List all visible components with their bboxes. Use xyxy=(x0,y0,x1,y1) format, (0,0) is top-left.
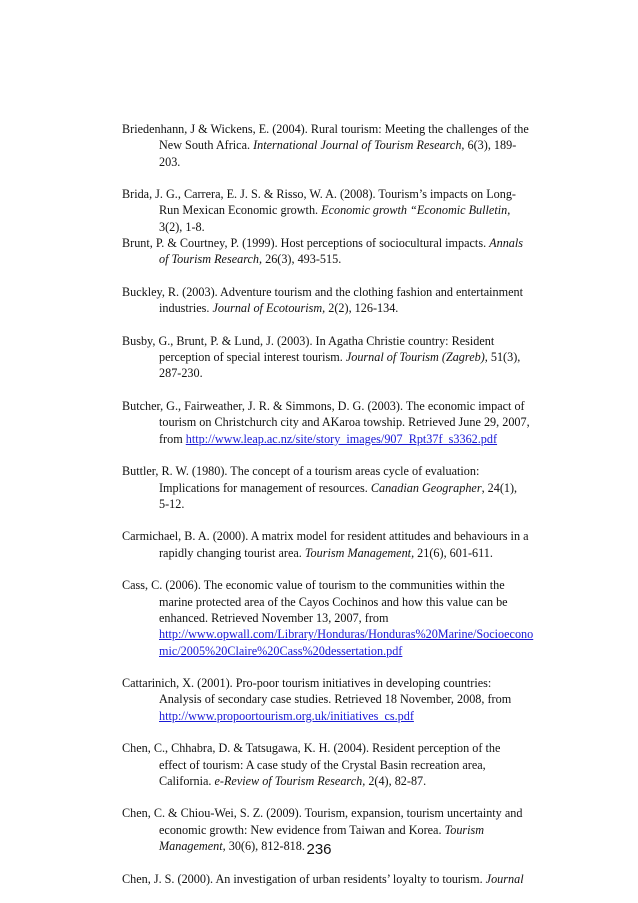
reference-text: effect of tourism: A case study of the Crystal Basin recreation area, xyxy=(159,757,486,772)
reference-link[interactable]: http://www.leap.ac.nz/site/story_images/907_Rpt37f_s3362.pdf xyxy=(185,431,498,446)
reference-text: 5-12. xyxy=(159,496,185,511)
reference-entry xyxy=(122,333,567,382)
reference-text: Management, 30(6), 812-818. xyxy=(159,839,305,854)
reference-text: Run Mexican Economic growth. Economic growth “Economic Bulletin, xyxy=(159,203,511,218)
reference-text: perception of special interest tourism. Journal of Tourism (Zagreb), 51(3), xyxy=(159,350,521,365)
reference-text: enhanced. Retrieved November 13, 2007, from xyxy=(159,610,389,625)
reference-text: economic growth: New evidence from Taiwan and Korea. Tourism xyxy=(159,822,485,837)
reference-text: Buckley, R. (2003). Adventure tourism and the clothing fashion and entertainment xyxy=(122,284,523,299)
reference-text: 287-230. xyxy=(159,366,203,381)
reference-text: Busby, G., Brunt, P. & Lund, J. (2003). In Agatha Christie country: Resident xyxy=(122,333,495,348)
reference-text: Cattarinich, X. (2001). Pro-poor tourism initiatives in developing countries: xyxy=(122,676,492,691)
reference-text: of Tourism Research, 26(3), 493-515. xyxy=(159,252,342,267)
reference-text: Buttler, R. W. (1980). The concept of a tourism areas cycle of evaluation: xyxy=(122,464,480,479)
reference-text: California. e-Review of Tourism Research, 2(4), 82-87. xyxy=(159,773,427,788)
reference-link[interactable]: http://www.opwall.com/Library/Honduras/Honduras%20Marine/Socioecono xyxy=(159,627,534,642)
reference-text: from http://www.leap.ac.nz/site/story_images/907_Rpt37f_s3362.pdf xyxy=(159,431,498,446)
reference-entry xyxy=(122,186,567,235)
reference-text: Briedenhann, J & Wickens, E. (2004). Rural tourism: Meeting the challenges of the xyxy=(122,122,529,136)
reference-text xyxy=(122,643,567,659)
reference-text xyxy=(122,708,567,724)
reference-entry xyxy=(122,284,567,317)
reference-link[interactable]: mic/2005%20Claire%20Cass%20dessertation.pdf xyxy=(159,643,403,658)
reference-text: Cass, C. (2006). The economic value of tourism to the communities within the xyxy=(122,578,505,593)
reference-entry xyxy=(122,121,567,170)
reference-text: tourism on Christchurch city and AKaroa towship. Retrieved June 29, 2007, xyxy=(159,415,530,430)
reference-text xyxy=(122,626,567,642)
reference-list xyxy=(122,121,567,887)
reference-entry xyxy=(122,740,567,789)
reference-text: Chen, C., Chhabra, D. & Tatsugawa, K. H. (2004). Resident perception of the xyxy=(122,741,501,756)
reference-text: marine protected area of the Cayos Cochinos and how this value can be xyxy=(159,594,508,609)
reference-text: 3(2), 1-8. xyxy=(159,219,205,234)
page-number: 236 xyxy=(306,841,332,858)
reference-text: Analysis of secondary case studies. Retrieved 18 November, 2008, from xyxy=(159,692,512,707)
reference-text: Brida, J. G., Carrera, E. J. S. & Risso, W. A. (2008). Tourism’s impacts on Long- xyxy=(122,187,516,202)
reference-text: industries. Journal of Ecotourism, 2(2), 126-134. xyxy=(159,301,399,316)
reference-link[interactable]: http://www.propoortourism.org.uk/initiatives_cs.pdf xyxy=(159,708,414,723)
reference-entry xyxy=(122,528,567,561)
reference-text: Brunt, P. & Courtney, P. (1999). Host perceptions of sociocultural impacts. Annals xyxy=(122,236,524,251)
reference-entry xyxy=(122,871,567,887)
reference-entry xyxy=(122,577,567,658)
reference-text: Implications for management of resources. Canadian Geographer, 24(1), xyxy=(159,480,518,495)
reference-text: 203. xyxy=(159,154,181,169)
reference-text: rapidly changing tourist area. Tourism Management, 21(6), 601-611. xyxy=(159,545,493,560)
reference-text: Carmichael, B. A. (2000). A matrix model for resident attitudes and behaviours in a xyxy=(122,529,529,544)
reference-text: New South Africa. International Journal of Tourism Research, 6(3), 189- xyxy=(159,138,517,153)
reference-text: Chen, C. & Chiou-Wei, S. Z. (2009). Tourism, expansion, tourism uncertainty and xyxy=(122,806,523,821)
reference-entry xyxy=(122,235,567,268)
reference-text: Chen, J. S. (2000). An investigation of urban residents’ loyalty to tourism. Journal xyxy=(122,871,524,886)
reference-entry xyxy=(122,463,567,512)
reference-text: Butcher, G., Fairweather, J. R. & Simmons, D. G. (2003). The economic impact of xyxy=(122,399,525,414)
reference-entry xyxy=(122,398,567,447)
reference-entry xyxy=(122,675,567,724)
